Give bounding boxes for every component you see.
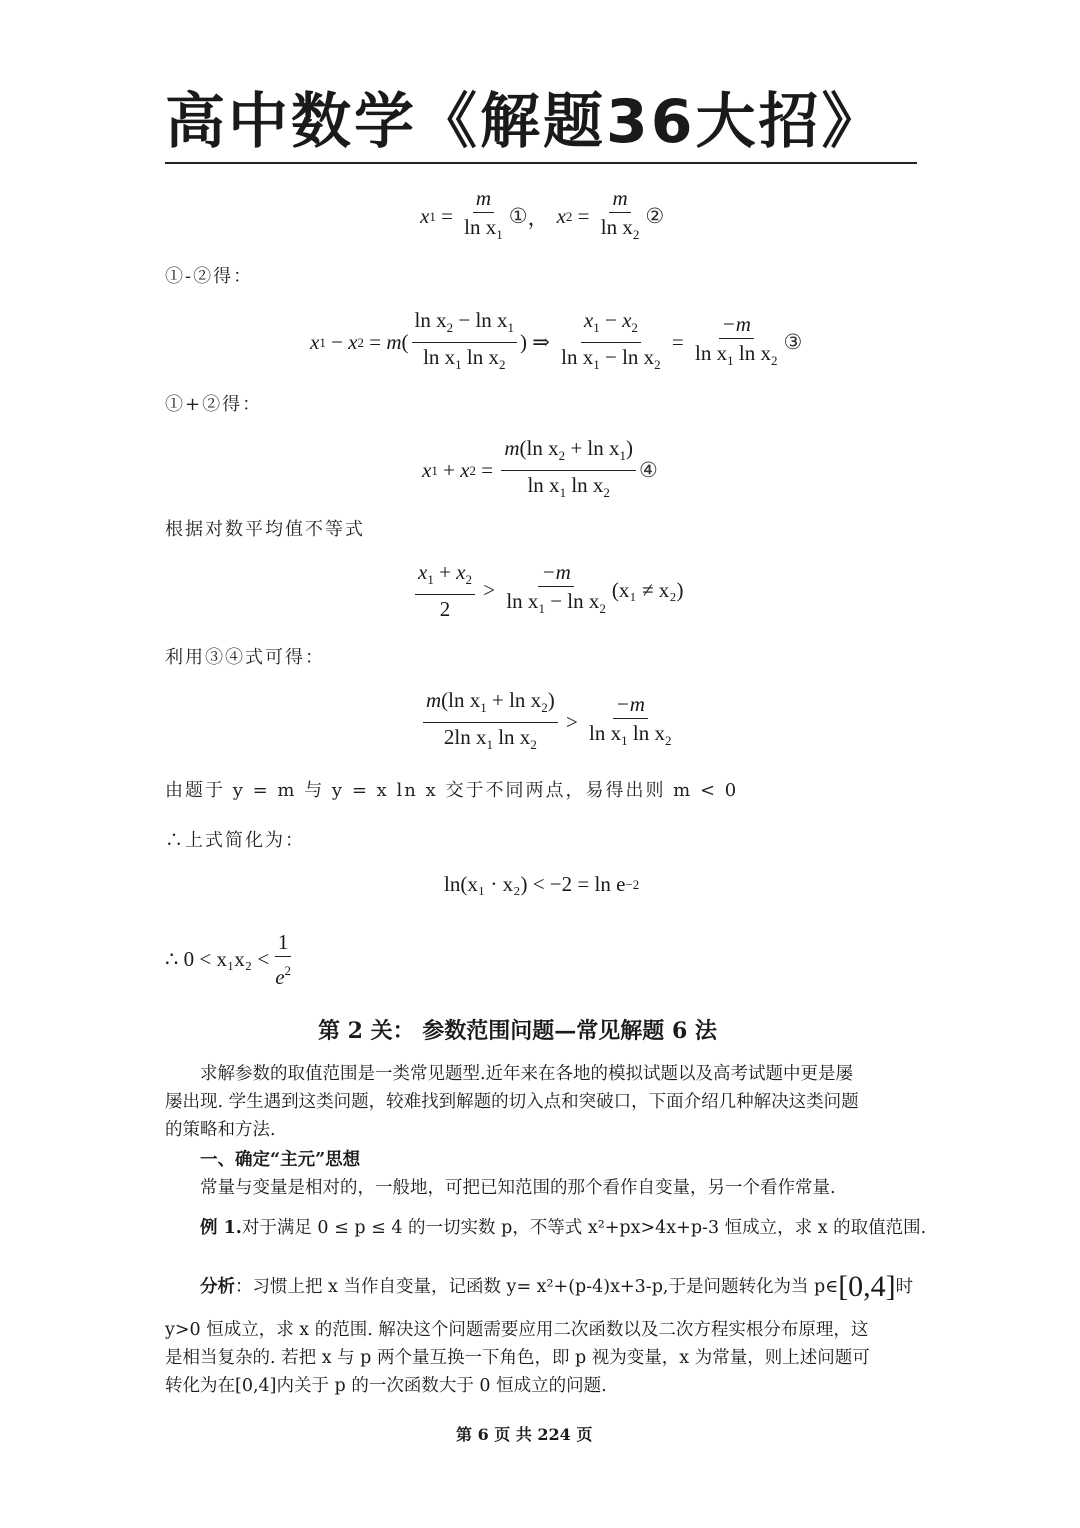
intro-line-1: 求解参数的取值范围是一类常见题型.近年来在各地的模拟试题以及高考试题中更是屡	[200, 1064, 854, 1084]
analysis-tail: 时	[895, 1277, 914, 1297]
title-underline	[165, 162, 917, 164]
fraction: $\frac{-m}{\ln x_1 \ln x_2}$	[589, 692, 672, 748]
circle-label: ②	[645, 204, 665, 228]
example-text: 对于满足 0 ≤ p ≤ 4 的一切实数 p，不等式 x²+px>4x+p-3 恒成立，求 x 的取值范围.	[241, 1218, 927, 1238]
fraction: $\frac{m(\ln x_2 + \ln x_1)}{\ln x_1 \ln x_2}$	[501, 436, 636, 505]
circle-label: ①	[508, 204, 528, 228]
label-simplify: ∴上式简化为：	[165, 830, 305, 851]
intro-line-3: 的策略和方法.	[165, 1120, 276, 1140]
fraction-numerator: m	[473, 186, 494, 213]
fraction: $\frac{\ln x_2 - \ln x_1}{\ln x_1 \ln x_2}$	[412, 308, 518, 377]
inequality-ln-product	[444, 872, 639, 897]
analysis-interval: [0,4]	[838, 1270, 896, 1303]
fraction: $\frac{1}{e^2}$	[275, 930, 292, 989]
example-1	[200, 1214, 926, 1239]
equation-sum: x 1 + x 2 = $\frac{m(\ln x_2 + \ln x_1)}{\ln x_1 \ln x_2}$ ④	[422, 436, 658, 505]
fraction: $\frac{x_1 + x_2}{2}$	[415, 560, 475, 621]
section-title: 第 2 关： 参数范围问题—常见解题 6 法	[318, 1018, 717, 1044]
equation-roots: x 1 = $\frac{m}{\ln x_1}$ ① ， x 2 = $\frac{m}{\ln x_2}$ ②	[420, 186, 664, 247]
page-number: 第 6 页 共 224 页	[456, 1425, 593, 1444]
analysis-line-4: 转化为在[0,4]内关于 p 的一次函数大于 0 恒成立的问题.	[165, 1376, 607, 1396]
fraction: $\frac{-m}{\ln x_1 - \ln x_2}$	[506, 560, 606, 616]
exponent: −2	[625, 876, 640, 892]
eq-sub: 1	[429, 208, 436, 224]
example-label: 例 1.	[200, 1218, 242, 1238]
conclusion-text: ∴ 0 < x₁x₂ <	[165, 947, 270, 971]
condition: (x₁ ≠ x₂)	[611, 578, 684, 602]
label-use-34: 利用③④式可得：	[165, 647, 325, 668]
sub-heading: 一、确定“主元”思想	[200, 1150, 361, 1170]
inequality-combined: $\frac{m(\ln x_1 + \ln x_2)}{2\ln x_1 \ln x_2}$ > $\frac{-m}{\ln x_1 \ln x_2}$	[420, 688, 677, 757]
fraction: $\frac{x_1 - x_2}{\ln x_1 - \ln x_2}$	[561, 308, 661, 372]
eq-var: x	[420, 204, 430, 228]
analysis-text: ：习惯上把 x 当作自变量，记函数 y= x²+(p-4)x+3-p,于是问题转化为当 p∈	[235, 1277, 839, 1297]
label-intersect: 由题于 y = m 与 y = x ln x 交于不同两点，易得出则 m < 0	[165, 780, 739, 801]
fraction-denominator: $\ln x_1$	[464, 215, 503, 242]
circle-label: ③	[783, 330, 803, 354]
circle-label: ④	[639, 458, 658, 482]
analysis-line-2: y>0 恒成立，求 x 的范围. 解决这个问题需要应用二次函数以及二次方程实根分布原理，这	[165, 1320, 869, 1340]
sub-text: 常量与变量是相对的，一般地，可把已知范围的那个看作自变量，另一个看作常量.	[200, 1178, 836, 1198]
label-subtract: ①-②得：	[165, 266, 254, 287]
inequality-log-mean: $\frac{x_1 + x_2}{2}$ > $\frac{-m}{\ln x_1 - \ln x_2}$ (x₁ ≠ x₂)	[412, 560, 684, 621]
equation-difference: x 1 − x 2 = m ( $\frac{\ln x_2 - \ln x_1}{\ln x_1 \ln x_2}$ ) ⇒ $\frac{x_1 - x_2}{\ln x_1 - \ln x_2}$ = $\frac{-m}{\ln x_1 \ln x_2}$ ③	[310, 308, 802, 377]
analysis-line-1	[200, 1270, 913, 1304]
fraction: $\frac{m(\ln x_1 + \ln x_2)}{2\ln x_1 \ln x_2}$	[423, 688, 558, 757]
fraction: $\frac{-m}{\ln x_1 \ln x_2}$	[695, 312, 778, 368]
conclusion	[165, 930, 297, 989]
fraction	[461, 186, 506, 247]
intro-line-2: 屡出现. 学生遇到这类问题，较难找到解题的切入点和突破口，下面介绍几种解决这类问题	[165, 1092, 859, 1112]
label-add: ①+②得：	[165, 394, 263, 415]
eq-comma: ，	[527, 205, 549, 230]
ineq-text: ln(x₁ · x₂) < −2 = ln e	[444, 872, 626, 896]
fraction: $\frac{m}{\ln x_2}$	[600, 186, 640, 242]
label-log-mean: 根据对数平均值不等式	[165, 519, 365, 540]
analysis-label: 分析	[200, 1277, 235, 1297]
analysis-line-3: 是相当复杂的. 若把 x 与 p 两个量互换一下角色，即 p 视为变量，x 为常量，则上述问题可	[165, 1348, 870, 1368]
document-title: 高中数学《解题36大招》	[165, 87, 885, 157]
